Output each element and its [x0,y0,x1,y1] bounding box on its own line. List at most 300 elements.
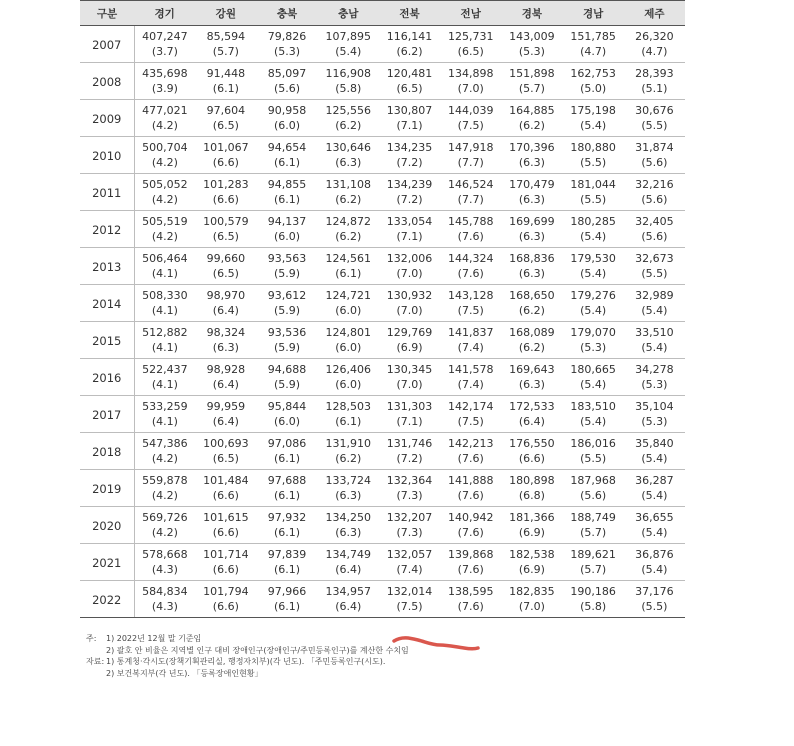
year-cell: 2012 [80,211,134,248]
share-cell: (5.9) [256,340,317,359]
share-cell: (6.1) [256,155,317,174]
share-cell: (6.6) [195,562,256,581]
count-cell: 169,699 [509,215,555,228]
share-cell: (7.7) [440,192,501,211]
count-cell: 179,070 [570,326,616,339]
count-cell: 32,989 [635,289,674,302]
count-cell: 180,285 [570,215,616,228]
count-cell: 140,942 [447,511,494,524]
count-cell: 506,464 [142,252,188,265]
count-cell: 131,746 [386,437,433,450]
header-region: 전북 [379,1,440,26]
table-row-share [80,488,685,507]
share-cell: (6.0) [318,340,379,359]
share-cell: (7.6) [440,451,501,470]
count-cell: 97,839 [267,548,307,561]
table-header-row [80,1,685,26]
table-row-count [80,359,685,378]
share-cell: (7.6) [440,229,501,248]
share-cell: (4.2) [134,451,195,470]
count-cell: 145,788 [447,215,494,228]
share-cell: (7.6) [440,525,501,544]
share-cell: (5.4) [563,414,624,433]
count-cell: 134,957 [325,585,372,598]
share-cell: (3.7) [134,44,195,63]
share-cell: (5.5) [563,451,624,470]
count-cell: 31,874 [635,141,674,154]
table-row-count [80,507,685,526]
year-cell: 2019 [80,470,134,507]
count-cell: 94,137 [267,215,307,228]
share-cell: (6.0) [256,118,317,137]
header-category: 구분 [80,1,134,26]
share-cell: (5.9) [256,303,317,322]
count-cell: 32,216 [635,178,674,191]
share-cell: (6.1) [256,562,317,581]
count-cell: 132,364 [386,474,433,487]
count-cell: 100,579 [203,215,249,228]
count-cell: 116,141 [386,30,433,43]
count-cell: 101,283 [203,178,249,191]
count-cell: 101,484 [203,474,249,487]
count-cell: 162,753 [570,67,616,80]
count-cell: 97,604 [206,104,246,117]
count-cell: 141,888 [447,474,494,487]
count-cell: 79,826 [267,30,307,43]
header-region: 경남 [563,1,624,26]
count-cell: 125,731 [447,30,494,43]
share-cell: (6.1) [195,81,256,100]
share-cell: (6.4) [195,303,256,322]
count-cell: 90,958 [267,104,307,117]
share-cell: (6.4) [318,599,379,618]
share-cell: (5.3) [563,340,624,359]
year-cell: 2015 [80,322,134,359]
share-cell: (4.7) [563,44,624,63]
table-row-count [80,174,685,193]
count-cell: 170,396 [509,141,555,154]
table-row-share [80,192,685,211]
share-cell: (6.5) [195,118,256,137]
footnote-2 [86,645,409,657]
count-cell: 130,345 [386,363,433,376]
share-cell: (6.1) [256,192,317,211]
count-cell: 142,174 [447,400,494,413]
count-cell: 98,324 [206,326,246,339]
source-2 [86,668,409,680]
year-cell: 2013 [80,248,134,285]
share-cell: (6.6) [195,525,256,544]
count-cell: 181,044 [570,178,616,191]
share-cell: (4.3) [134,599,195,618]
count-cell: 132,006 [386,252,433,265]
share-cell: (5.3) [501,44,562,63]
count-cell: 183,510 [570,400,616,413]
year-cell: 2022 [80,581,134,618]
count-cell: 93,563 [267,252,307,265]
count-cell: 101,615 [203,511,249,524]
count-cell: 124,561 [325,252,372,265]
share-cell: (7.2) [379,155,440,174]
share-cell: (7.5) [440,303,501,322]
share-cell: (4.1) [134,377,195,396]
share-cell: (6.3) [501,377,562,396]
count-cell: 180,665 [570,363,616,376]
year-cell: 2007 [80,26,134,63]
share-cell: (6.0) [256,229,317,248]
share-cell: (5.8) [563,599,624,618]
count-cell: 34,278 [635,363,674,376]
share-cell: (7.0) [379,303,440,322]
header-region: 제주 [624,1,685,26]
share-cell: (7.2) [379,192,440,211]
share-cell: (6.2) [501,340,562,359]
count-cell: 512,882 [142,326,188,339]
share-cell: (5.7) [563,525,624,544]
count-cell: 141,578 [447,363,494,376]
share-cell: (5.4) [624,340,685,359]
share-cell: (5.6) [624,155,685,174]
share-cell: (4.1) [134,414,195,433]
count-cell: 168,089 [509,326,555,339]
count-cell: 98,928 [206,363,246,376]
share-cell: (7.1) [379,118,440,137]
share-cell: (6.5) [195,266,256,285]
share-cell: (5.9) [256,377,317,396]
count-cell: 37,176 [635,585,674,598]
count-cell: 180,880 [570,141,616,154]
count-cell: 143,128 [447,289,494,302]
count-cell: 85,097 [267,67,307,80]
share-cell: (4.2) [134,488,195,507]
share-cell: (5.4) [318,44,379,63]
year-cell: 2008 [80,63,134,100]
count-cell: 190,186 [570,585,616,598]
share-cell: (6.8) [501,488,562,507]
table-row-count [80,544,685,563]
note-label: 주: [86,634,97,643]
count-cell: 139,868 [447,548,494,561]
share-cell: (6.6) [195,192,256,211]
count-cell: 97,688 [267,474,307,487]
share-cell: (4.2) [134,525,195,544]
count-cell: 169,643 [509,363,555,376]
share-cell: (6.3) [501,229,562,248]
count-cell: 128,503 [325,400,372,413]
share-cell: (6.2) [318,451,379,470]
table-row-count [80,433,685,452]
share-cell: (7.3) [379,525,440,544]
count-cell: 32,405 [635,215,674,228]
share-cell: (6.3) [318,488,379,507]
count-cell: 134,898 [447,67,494,80]
share-cell: (7.4) [440,377,501,396]
year-cell: 2011 [80,174,134,211]
table-row-share [80,451,685,470]
count-cell: 134,239 [386,178,433,191]
count-cell: 188,749 [570,511,616,524]
table-row-share [80,303,685,322]
count-cell: 132,207 [386,511,433,524]
count-cell: 97,966 [267,585,307,598]
share-cell: (7.1) [379,414,440,433]
count-cell: 35,104 [635,400,674,413]
share-cell: (4.7) [624,44,685,63]
share-cell: (7.6) [440,266,501,285]
share-cell: (6.1) [256,599,317,618]
share-cell: (5.4) [563,229,624,248]
header-region: 전남 [440,1,501,26]
count-cell: 138,595 [447,585,494,598]
share-cell: (5.4) [624,488,685,507]
table-row-count [80,396,685,415]
count-cell: 97,086 [267,437,307,450]
count-cell: 133,724 [325,474,372,487]
share-cell: (6.4) [318,562,379,581]
share-cell: (7.5) [440,118,501,137]
note-2-text: 2) 괄호 안 비율은 지역별 인구 대비 장애인구(장애인구/주민등록인구)를 계산한 수치임 [106,645,409,655]
count-cell: 477,021 [142,104,188,117]
count-cell: 130,646 [325,141,372,154]
source-label: 자료: [86,657,105,666]
share-cell: (7.0) [440,81,501,100]
share-cell: (5.4) [624,562,685,581]
share-cell: (6.9) [501,562,562,581]
share-cell: (5.6) [256,81,317,100]
share-cell: (6.6) [501,451,562,470]
share-cell: (5.9) [256,266,317,285]
count-cell: 107,895 [325,30,372,43]
share-cell: (7.6) [440,488,501,507]
table-row-count [80,26,685,45]
share-cell: (6.1) [318,266,379,285]
table-row-count [80,100,685,119]
share-cell: (6.0) [318,303,379,322]
count-cell: 32,673 [635,252,674,265]
count-cell: 124,721 [325,289,372,302]
share-cell: (5.0) [563,81,624,100]
share-cell: (7.0) [379,266,440,285]
share-cell: (6.4) [195,377,256,396]
count-cell: 146,524 [447,178,494,191]
table-row-share [80,562,685,581]
count-cell: 559,878 [142,474,188,487]
share-cell: (5.5) [563,155,624,174]
share-cell: (4.1) [134,340,195,359]
count-cell: 130,807 [386,104,433,117]
count-cell: 132,057 [386,548,433,561]
share-cell: (7.7) [440,155,501,174]
share-cell: (5.4) [563,266,624,285]
share-cell: (5.4) [563,377,624,396]
count-cell: 176,550 [509,437,555,450]
table-row-count [80,248,685,267]
table-row-share [80,266,685,285]
count-cell: 181,366 [509,511,555,524]
disability-population-table [80,0,685,618]
count-cell: 134,749 [325,548,372,561]
count-cell: 95,844 [267,400,307,413]
count-cell: 142,213 [447,437,494,450]
count-cell: 147,918 [447,141,494,154]
share-cell: (5.7) [195,44,256,63]
count-cell: 132,014 [386,585,433,598]
table-body [80,26,685,618]
count-cell: 505,052 [142,178,188,191]
year-cell: 2020 [80,507,134,544]
count-cell: 94,855 [267,178,307,191]
share-cell: (5.4) [563,118,624,137]
count-cell: 143,009 [509,30,555,43]
table-row-count [80,581,685,600]
count-cell: 94,688 [267,363,307,376]
share-cell: (5.5) [624,599,685,618]
count-cell: 175,198 [570,104,616,117]
count-cell: 125,556 [325,104,372,117]
count-cell: 435,698 [142,67,188,80]
count-cell: 101,067 [203,141,249,154]
disability-population-table-container [80,0,685,618]
share-cell: (6.3) [501,266,562,285]
share-cell: (7.6) [440,562,501,581]
share-cell: (5.5) [624,266,685,285]
count-cell: 172,533 [509,400,555,413]
footnote-1 [86,633,409,645]
share-cell: (5.6) [624,229,685,248]
table-row-share [80,340,685,359]
count-cell: 500,704 [142,141,188,154]
count-cell: 129,769 [386,326,433,339]
share-cell: (7.4) [379,562,440,581]
count-cell: 131,910 [325,437,372,450]
count-cell: 141,837 [447,326,494,339]
count-cell: 133,054 [386,215,433,228]
share-cell: (6.0) [256,414,317,433]
count-cell: 522,437 [142,363,188,376]
share-cell: (6.5) [379,81,440,100]
share-cell: (4.2) [134,229,195,248]
share-cell: (6.1) [256,451,317,470]
year-cell: 2021 [80,544,134,581]
count-cell: 144,039 [447,104,494,117]
share-cell: (6.6) [195,599,256,618]
count-cell: 116,908 [325,67,372,80]
count-cell: 124,872 [325,215,372,228]
share-cell: (7.4) [440,340,501,359]
count-cell: 99,959 [206,400,246,413]
count-cell: 36,655 [635,511,674,524]
note-1-text: 1) 2022년 12월 말 기준임 [106,634,202,643]
table-row-share [80,414,685,433]
share-cell: (5.4) [624,525,685,544]
share-cell: (7.6) [440,599,501,618]
count-cell: 97,932 [267,511,307,524]
table-row-share [80,81,685,100]
count-cell: 186,016 [570,437,616,450]
share-cell: (6.5) [440,44,501,63]
share-cell: (6.6) [195,488,256,507]
table-row-share [80,118,685,137]
share-cell: (6.0) [318,377,379,396]
count-cell: 36,287 [635,474,674,487]
share-cell: (7.0) [379,377,440,396]
share-cell: (5.3) [624,414,685,433]
count-cell: 533,259 [142,400,188,413]
count-cell: 180,898 [509,474,555,487]
share-cell: (6.3) [195,340,256,359]
count-cell: 187,968 [570,474,616,487]
count-cell: 94,654 [267,141,307,154]
count-cell: 547,386 [142,437,188,450]
count-cell: 130,932 [386,289,433,302]
header-region: 강원 [195,1,256,26]
share-cell: (5.3) [624,377,685,396]
count-cell: 584,834 [142,585,188,598]
share-cell: (6.2) [318,229,379,248]
share-cell: (5.1) [624,81,685,100]
count-cell: 131,303 [386,400,433,413]
count-cell: 99,660 [206,252,246,265]
share-cell: (4.1) [134,303,195,322]
table-footnotes [86,633,409,679]
count-cell: 189,621 [570,548,616,561]
share-cell: (7.3) [379,488,440,507]
share-cell: (5.3) [256,44,317,63]
count-cell: 182,538 [509,548,555,561]
share-cell: (6.5) [195,451,256,470]
share-cell: (5.5) [563,192,624,211]
share-cell: (5.4) [624,303,685,322]
count-cell: 505,519 [142,215,188,228]
header-region: 충남 [318,1,379,26]
table-row-count [80,211,685,230]
source-1-text: 1) 통계청·각시도(장책기획관리실, 행정자치부)(각 년도). 「주민등록인구(시도). [106,657,386,666]
share-cell: (5.6) [563,488,624,507]
count-cell: 182,835 [509,585,555,598]
year-cell: 2018 [80,433,134,470]
count-cell: 85,594 [206,30,246,43]
table-row-count [80,137,685,156]
share-cell: (6.6) [195,155,256,174]
table-row-count [80,63,685,82]
count-cell: 101,794 [203,585,249,598]
count-cell: 124,801 [325,326,372,339]
count-cell: 131,108 [325,178,372,191]
share-cell: (5.7) [563,562,624,581]
count-cell: 30,676 [635,104,674,117]
count-cell: 134,235 [386,141,433,154]
count-cell: 168,836 [509,252,555,265]
share-cell: (5.6) [624,192,685,211]
share-cell: (6.9) [379,340,440,359]
year-cell: 2014 [80,285,134,322]
share-cell: (6.1) [256,525,317,544]
source-1 [86,656,409,668]
count-cell: 93,536 [267,326,307,339]
share-cell: (5.4) [563,303,624,322]
share-cell: (5.4) [624,451,685,470]
count-cell: 35,840 [635,437,674,450]
share-cell: (7.2) [379,451,440,470]
year-cell: 2010 [80,137,134,174]
count-cell: 126,406 [325,363,372,376]
share-cell: (6.2) [501,118,562,137]
share-cell: (6.2) [379,44,440,63]
table-row-count [80,285,685,304]
count-cell: 101,714 [203,548,249,561]
table-row-share [80,229,685,248]
share-cell: (4.2) [134,118,195,137]
